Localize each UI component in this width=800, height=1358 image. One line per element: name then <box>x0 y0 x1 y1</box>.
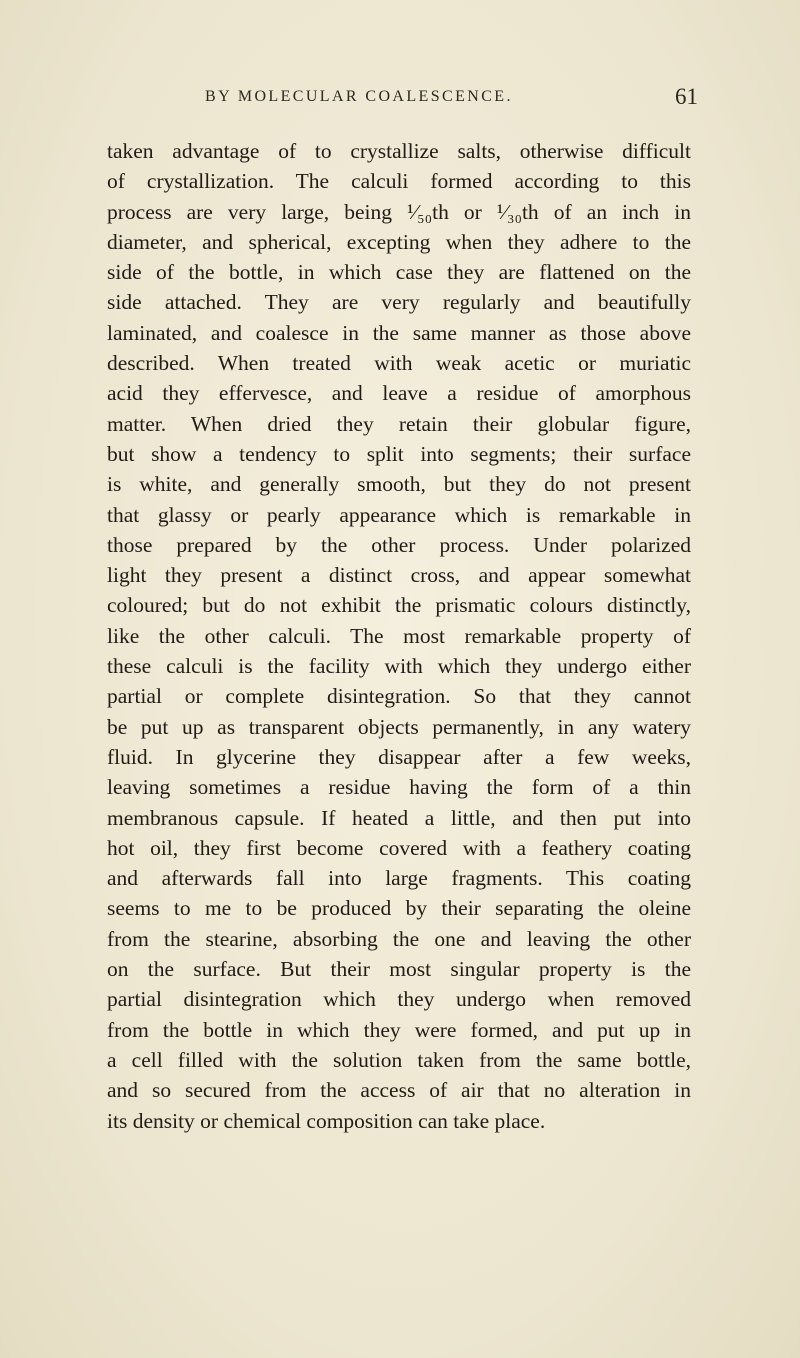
text-line: laminated, and coalesce in the same manner as those above <box>107 320 691 345</box>
text-line: and afterwards fall into large fragments. This coating <box>107 866 691 891</box>
text-line: seems to me to be produced by their separating the oleine <box>107 896 691 921</box>
text-line: coloured; but do not exhibit the prismatic colours distinctly, <box>107 593 691 618</box>
text-line: those prepared by the other process. Under polarized <box>107 532 691 557</box>
text-line: acid they effervesce, and leave a residue of amorphous <box>107 381 691 406</box>
text-line: that glassy or pearly appearance which is remarkable in <box>107 502 691 527</box>
running-head: BY MOLECULAR COALESCENCE. <box>205 88 513 105</box>
text-line: its density or chemical composition can take place. <box>107 1108 546 1133</box>
page-number: 61 <box>675 84 698 109</box>
text-line: and so secured from the access of air that no alteration in <box>107 1078 691 1103</box>
text-line: like the other calculi. The most remarkable property of <box>107 623 691 648</box>
text-line: hot oil, they first become covered with a feathery coating <box>107 835 691 860</box>
text-line: matter. When dried they retain their globular figure, <box>107 411 691 436</box>
text-line: described. When treated with weak acetic or muriatic <box>107 351 691 376</box>
text-line: on the surface. But their most singular property is the <box>107 957 691 982</box>
body-paragraph <box>107 136 691 1136</box>
text-line: taken advantage of to crystallize salts, otherwise difficult <box>107 139 691 163</box>
text-line: leaving sometimes a residue having the form of a thin <box>107 775 691 800</box>
text-line: membranous capsule. If heated a little, and then put into <box>107 805 691 830</box>
text-line: fluid. In glycerine they disappear after a few weeks, <box>107 744 691 769</box>
text-line: process are very large, being ¹⁄₅₀th or ¹⁄₃₀th of an inch in <box>107 199 691 224</box>
text-line: but show a tendency to split into segments; their surface <box>107 441 691 466</box>
text-line: light they present a distinct cross, and appear somewhat <box>107 563 691 588</box>
text-line: be put up as transparent objects permanently, in any watery <box>107 714 691 739</box>
text-line: from the stearine, absorbing the one and leaving the other <box>107 926 691 951</box>
text-line: partial or complete disintegration. So that they cannot <box>107 684 691 709</box>
text-line: from the bottle in which they were formed, and put up in <box>107 1017 691 1042</box>
page-header <box>205 84 698 109</box>
text-line: side of the bottle, in which case they are flattened on the <box>107 260 691 285</box>
text-line: side attached. They are very regularly and beautifully <box>107 290 691 315</box>
text-line: is white, and generally smooth, but they do not present <box>107 472 691 497</box>
text-line: partial disintegration which they undergo when removed <box>107 987 691 1012</box>
text-line: a cell filled with the solution taken from the same bottle, <box>107 1047 691 1072</box>
text-line: of crystallization. The calculi formed according to this <box>107 169 691 194</box>
text-line: diameter, and spherical, excepting when they adhere to the <box>107 229 691 254</box>
text-line: these calculi is the facility with which they undergo either <box>107 654 691 679</box>
